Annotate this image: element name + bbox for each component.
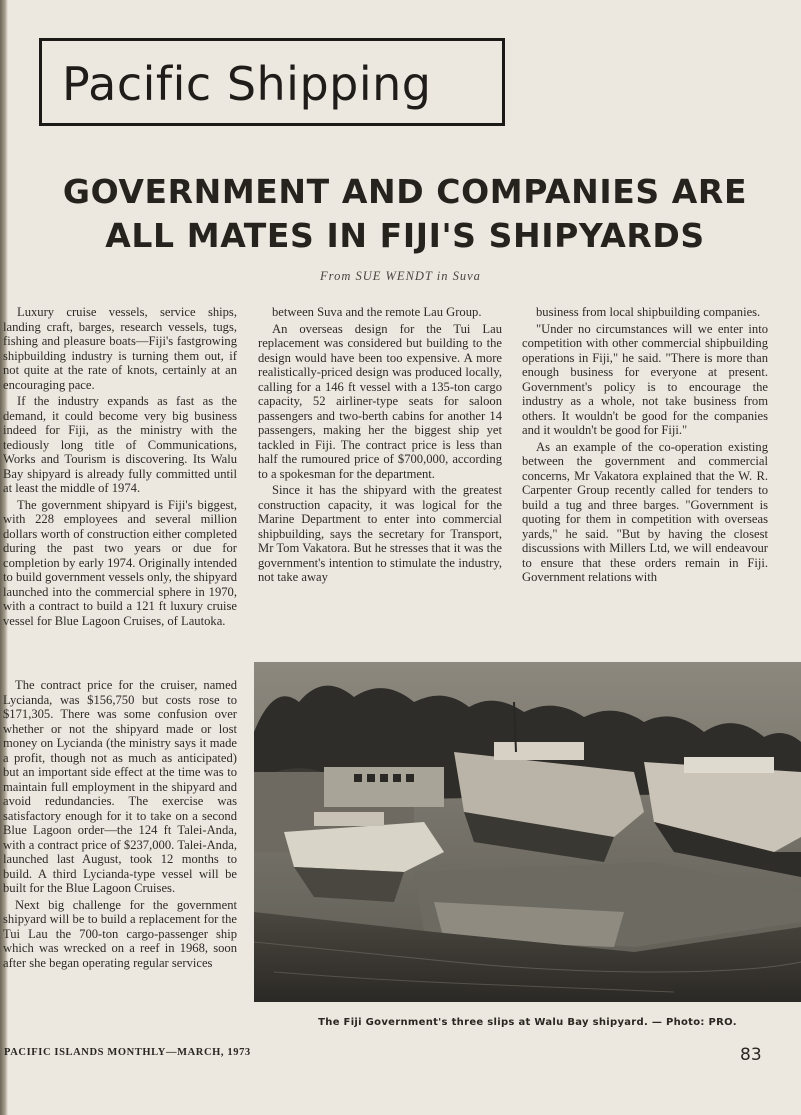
paragraph: An overseas design for the Tui Lau replacement was considered but building to the design would have been too expensive. A more realistically-priced design was produced locally, calling for a 146 ft vessel with a 135-ton cargo capacity, 52 airliner-type seats for saloon passengers and two-berth cabins for another 14 passengers, making her the biggest ship yet tackled in Fiji. The contract price is less than half the rumoured price of $700,000, according to a spokesman for the department. [258, 321, 502, 481]
paragraph: Luxury cruise vessels, service ships, landing craft, barges, research vessels, tugs, fishing and pleasure boats—Fiji's fastgrowing shipbuilding industry is turning them out, if not quite at the rate of knots, certainly at an encouraging pace. [3, 305, 237, 392]
shipyard-photo-illustration [254, 662, 801, 1002]
paragraph: business from local shipbuilding companies. [536, 305, 761, 319]
paragraph: "Under no circumstances will we enter into competition with other commercial shipbuilding operations in Fiji," he said. "There is more than enough business for everyone at present. Government's policy is to encourage the industry as a whole, not take business from others. It wouldn't be good for the companies and it wouldn't be good for Fiji." [522, 321, 768, 437]
byline: From SUE WENDT in Suva [320, 269, 481, 283]
publication-footer: PACIFIC ISLANDS MONTHLY—MARCH, 1973 [4, 1047, 251, 1058]
headline-line-2: ALL MATES IN FIJI'S SHIPYARDS [105, 216, 705, 255]
article-headline [10, 170, 800, 258]
paragraph: The contract price for the cruiser, named Lycianda, was $156,750 but costs rose to $171,305. There was some confusion over whether or not the shipyard made or lost money on Lycianda (the ministry says it made a profit, though not as much as anticipated) but an important side effect at the time was to maintain full employment in the shipyard and avoid redundancies. The exercise was satisfactory enough for it to take on a second Blue Lagoon order—the 124 ft Talei-Anda, with a contract price of $237,000. Talei-Anda, launched last August, took 12 months to build. A third Lycianda-type vessel will be built for the Blue Lagoon Cruises. [3, 678, 237, 895]
photo-caption: The Fiji Government's three slips at Walu Bay shipyard. — Photo: PRO. [318, 1017, 737, 1028]
paragraph: Next big challenge for the government shipyard will be to build a replacement for the Tui Lau the 700-ton cargo-passenger ship which was wrecked on a reef in 1968, soon after she began operating regular services [3, 897, 237, 970]
page-number: 83 [740, 1045, 762, 1065]
paragraph: As an example of the co-operation existing between the government and commercial concerns, Mr Vakatora explained that the W. R. Carpenter Group recently called for tenders to build a tug and three barges. "Government is quoting for them in competition with overseas yards," he said. "But by having the closest discussions with Millers Ltd, we will endeavour to ensure that these orders remain in Fiji. Government relations with [522, 439, 768, 584]
article-column-3 [522, 305, 768, 585]
article-column-2 [258, 305, 502, 585]
shipyard-photo [254, 662, 801, 1002]
article-column-1 [3, 305, 237, 628]
paragraph: The government shipyard is Fiji's biggest, with 228 employees and several million dollars worth of construction either completed during the past two years or due for completion by early 1974. Originally intended to build government vessels only, the shipyard launched into the commercial sphere in 1970, with a contract to build a 121 ft luxury cruise vessel for Blue Lagoon Cruises, of Lautoka. [3, 497, 237, 628]
paragraph: If the industry expands as fast as the demand, it could become very big business indeed for Fiji, as the ministry with the tediously long title of Communications, Works and Tourism is discovering. Its Walu Bay shipyard is already fully committed until at least the middle of 1974. [3, 394, 237, 495]
article-column-1-lower [3, 678, 237, 970]
paragraph: between Suva and the remote Lau Group. [272, 305, 482, 319]
section-title: Pacific Shipping [62, 57, 432, 111]
paragraph: Since it has the shipyard with the greatest construction capacity, it was logical for the Marine Department to enter into commercial shipbuilding, says the secretary for Transport, Mr Tom Vakatora. But he stresses that it was the government's intention to stimulate the industry, not take away [258, 483, 502, 584]
headline-line-1: GOVERNMENT AND COMPANIES ARE [62, 172, 748, 211]
